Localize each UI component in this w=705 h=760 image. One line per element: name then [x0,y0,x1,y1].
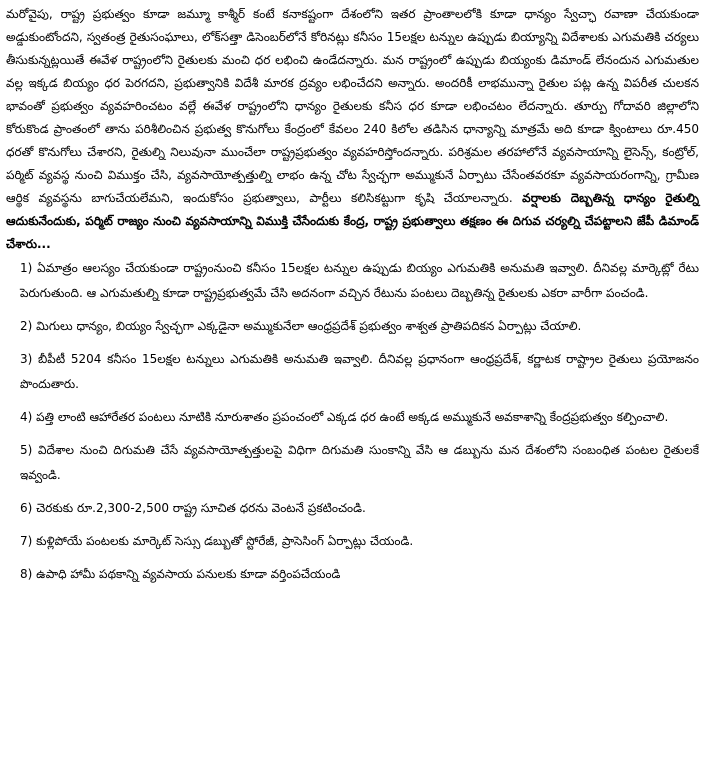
intro-text: మరోవైపు, రాష్ట్ర ప్రభుత్వం కూడా జమ్మూ కాశ్మీర్ కంటే కనాకష్టంగా దేశంలోని ఇతర ప్రాంతాలలోకి కూడా ధాన్యం స్వేచ్ఛా రవాణా చేయకుండా అడ్డుకుంటోందని, స్వతంత్ర రైతుసంఘాలు, లోక్‌సత్తా డిసెంబర్‌లోనే కోరినట్లు కనీసం 15లక్షల టన్నుల ఉప్పుడు బియ్యాన్ని విదేశాలకు ఎగుమతికి చర్యలు తీసుకున్నట్లయితే ఈవేళ రాష్ట్రంలోని రైతులకు మంచి ధర లభించి ఉండేదన్నారు. మన రాష్ట్రంలో ఉప్పుడు బియ్యంకు డిమాండ్ లేనందున ఎగుమతుల వల్ల ఇక్కడ బియ్యం ధర పెరగదని, ప్రభుత్వానికి విదేశీ మారక ద్రవ్యం లభించేదని అన్నారు. అందరికీ లాభమున్నా రైతుల పట్ల ఉన్న విపరీత చులకన భావంతో ప్రభుత్వం వ్యవహరించటం వల్లే ఈవేళ రాష్ట్రంలోని ధాన్యం రైతులకు కనీస ధర కూడా లభించటం లేదన్నారు. తూర్పు గోదావరి జిల్లాలోని కోరుకొండ ప్రాంతంలో తాను పరిశీలించిన ప్రభుత్వ కొనుగోలు కేంద్రంలో కేవలం 240 కిలోల తడిసిన ధాన్యాన్ని మాత్రమే అది కూడా క్వింటాలు రూ.450 ధరతో కొనుగోలు చేశారని, రైతుల్ని నిలువునా ముంచేలా రాష్ట్రప్రభుత్వం వ్యవహరిస్తోందన్నారు. పరిశ్రమల తరహాలోనే వ్యవసాయాన్ని లైసెన్స్, కంట్రోల్, పర్మిట్ వ్యవస్థ నుంచి విముక్తం చేసి, వ్యవసాయోత్పత్తుల్ని లాభం ఉన్న చోట స్వేచ్ఛగా అమ్ముకునే ఏర్పాటు చేసేంతవరకూ వ్యవసాయరంగాన్ని, గ్రామీణ ఆర్థిక వ్యవస్థను బాగుచేయలేమని, ఇందుకోసం ప్రభుత్వాలు, పార్టీలు కలిసికట్టుగా కృషి చేయాలన్నారు. [6,7,699,205]
demand-item-4: 4) పత్తి లాంటి ఆహారేతర పంటలు నూటికి నూరుశాతం ప్రపంచంలో ఎక్కడ ధర ఉంటే అక్కడ అమ్ముకునే అవకాశాన్ని కేంద్రప్రభుత్వం కల్పించాలి. [20,410,669,424]
demand-item-2: 2) మిగులు ధాన్యం, బియ్యం స్వేచ్ఛగా ఎక్కడైనా అమ్ముకునేలా ఆంధ్రప్రదేశ్ ప్రభుత్వం శాశ్వత ప్రాతిపదికన ఏర్పాట్లు చేయాలి. [20,319,582,333]
demands-list [6,256,699,587]
intro-paragraph [6,3,699,256]
demand-item-8: 8) ఉపాధి హామీ పథకాన్ని వ్యవసాయ పనులకు కూడా వర్తింపచేయండి [20,567,341,581]
demand-item-1: 1) ఏమాత్రం ఆలస్యం చేయకుండా రాష్ట్రంనుంచి కనీసం 15లక్షల టన్నుల ఉప్పుడు బియ్యం ఎగుమతికి అనుమతి ఇవ్వాలి. దీనివల్ల మార్కెట్లో రేటు పెరుగుతుంది. ఆ ఎగుమతుల్ని కూడా రాష్ట్రప్రభుత్వమే చేసి అదనంగా వచ్చిన రేటును పంటలు దెబ్బతిన్న రైతులకు ఎకరా వారీగా పంచండి. [20,261,699,300]
demand-item-6: 6) చెరకుకు రూ.2,300-2,500 రాష్ట్ర సూచిత ధరను వెంటనే ప్రకటించండి. [20,501,366,515]
demand-item-7: 7) కుళ్లిపోయే పంటలకు మార్కెట్ సెస్సు డబ్బుతో స్టోరేజీ, ప్రాసెసింగ్ ఏర్పాట్లు చేయండి. [20,534,414,548]
demand-item-5: 5) విదేశాల నుంచి దిగుమతి చేసే వ్యవసాయోత్పత్తులపై విధిగా దిగుమతి సుంకాన్ని వేసి ఆ డబ్బును మన దేశంలోని సంబంధిత పంటల రైతులకే ఇవ్వండి. [20,443,699,482]
demand-item-3: 3) బీపీటీ 5204 కనీసం 15లక్షల టన్నులు ఎగుమతికి అనుమతి ఇవ్వాలి. దీనివల్ల ప్రధానంగా ఆంధ్రప్రదేశ్, కర్ణాటక రాష్ట్రాల రైతులు ప్రయోజనం పొందుతారు. [20,352,699,391]
demand-highlight-text: వర్షాలకు దెబ్బతిన్న ధాన్యం రైతుల్ని ఆదుకునేందుకు, పర్మిట్ రాజ్యం నుంచి వ్యవసాయాన్ని విముక్తి చేసేందుకు కేంద్ర, రాష్ట్ర ప్రభుత్వాలు తక్షణం ఈ దిగువ చర్యల్ని చేపట్టాలని జేపీ డిమాండ్ చేశారు... [6,191,699,251]
